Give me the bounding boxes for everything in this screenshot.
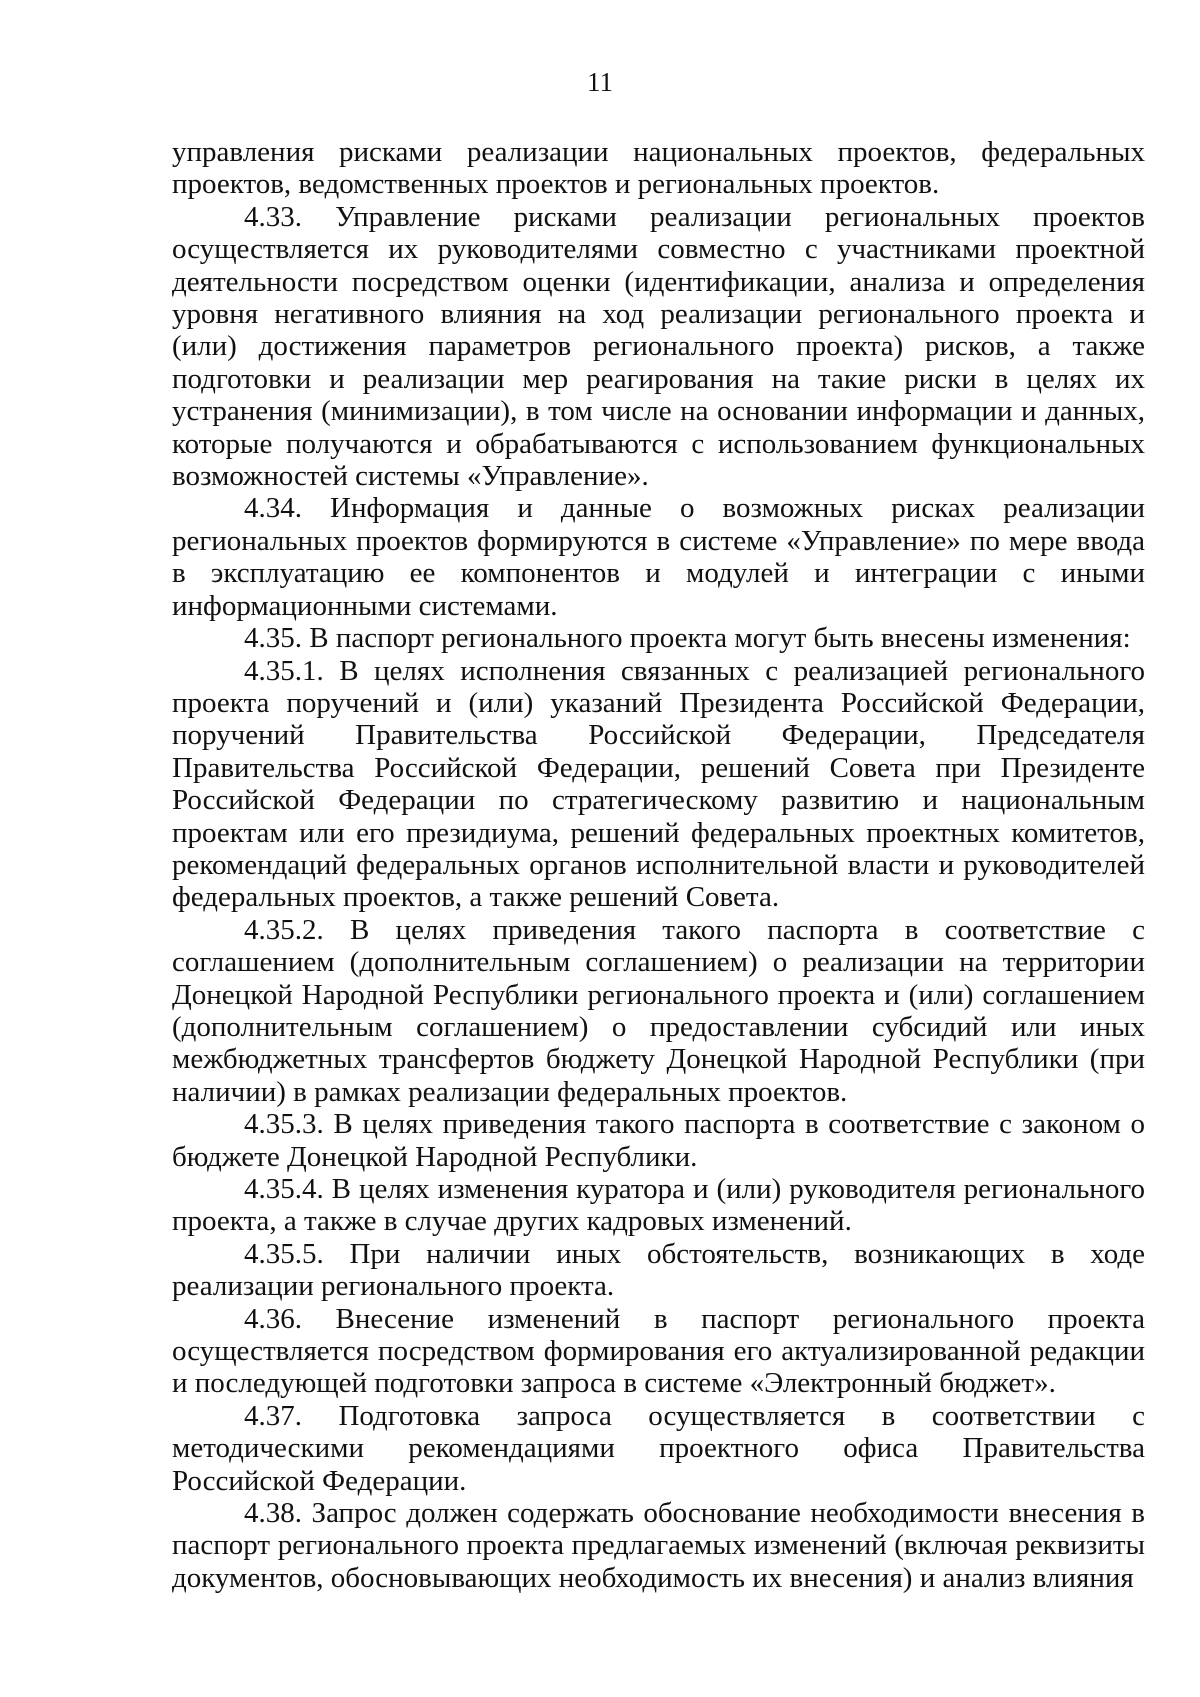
paragraph-4-35-5: 4.35.5. При наличии иных обстоятельств, возникающих в ходе реализации регионального проекта. [172,1237,1145,1303]
paragraph-4-38: 4.38. Запрос должен содержать обоснование необходимости внесения в паспорт регионального проекта предлагаемых изменений (включая реквизиты документов, обосновывающих необходимость их внесения) и анализ влияния [172,1497,1145,1594]
paragraph-4-35-4: 4.35.4. В целях изменения куратора и (или) руководителя регионального проекта, а также в случае других кадровых изменений. [172,1173,1145,1238]
page-number: 11 [587,67,613,97]
paragraph-4-35-2: 4.35.2. В целях приведения такого паспорта в соответствие с соглашением (дополнительным соглашением) о реализации на территории Донецкой Народной Республики регионального проекта и (или) соглашением (дополнительным соглашением) о предоставлении субсидий или иных межбюджетных трансфертов бюджету Донецкой Народной Республики (при наличии) в рамках реализации федеральных проектов. [172,913,1145,1108]
document-body [172,136,1145,1594]
paragraph-4-33: 4.33. Управление рисками реализации региональных проектов осуществляется их руководителями совместно с участниками проектной деятельности посредством оценки (идентификации, анализа и определения уровня негативного влияния на ход реализации регионального проекта и (или) достижения параметров регионального проекта) рисков, а также подготовки и реализации мер реагирования на такие риски в целях их устранения (минимизации), в том числе на основании информации и данных, которые получаются и обрабатываются с использованием функциональных возможностей системы «Управление». [172,200,1145,493]
paragraph-4-35: 4.35. В паспорт регионального проекта могут быть внесены изменения: [244,622,1131,655]
paragraph-4-34: 4.34. Информация и данные о возможных рисках реализации региональных проектов формируются в системе «Управление» по мере ввода в эксплуатацию ее компонентов и модулей и интеграции с иными информационными системами. [172,492,1145,622]
paragraph-4-37: 4.37. Подготовка запроса осуществляется в соответствии с методическими рекомендациями проектного офиса Правительства Российской Федерации. [172,1399,1145,1497]
paragraph-4-35-1: 4.35.1. В целях исполнения связанных с реализацией регионального проекта поручений и (или) указаний Президента Российской Федерации, поручений Правительства Российской Федерации, Председателя Правительства Российской Федерации, решений Совета при Президенте Российской Федерации по стратегическому развитию и национальным проектам или его президиума, решений федеральных проектных комитетов, рекомендаций федеральных органов исполнительной власти и руководителей федеральных проектов, а также решений Совета. [172,654,1145,914]
paragraph-4-35-3: 4.35.3. В целях приведения такого паспорта в соответствие с законом о бюджете Донецкой Народной Республики. [172,1108,1145,1173]
paragraph-continuation: управления рисками реализации национальных проектов, федеральных проектов, ведомственных проектов и региональных проектов. [172,136,1145,201]
paragraph-4-36: 4.36. Внесение изменений в паспорт регионального проекта осуществляется посредством формирования его актуализированной редакции и последующей подготовки запроса в системе «Электронный бюджет». [172,1302,1145,1400]
